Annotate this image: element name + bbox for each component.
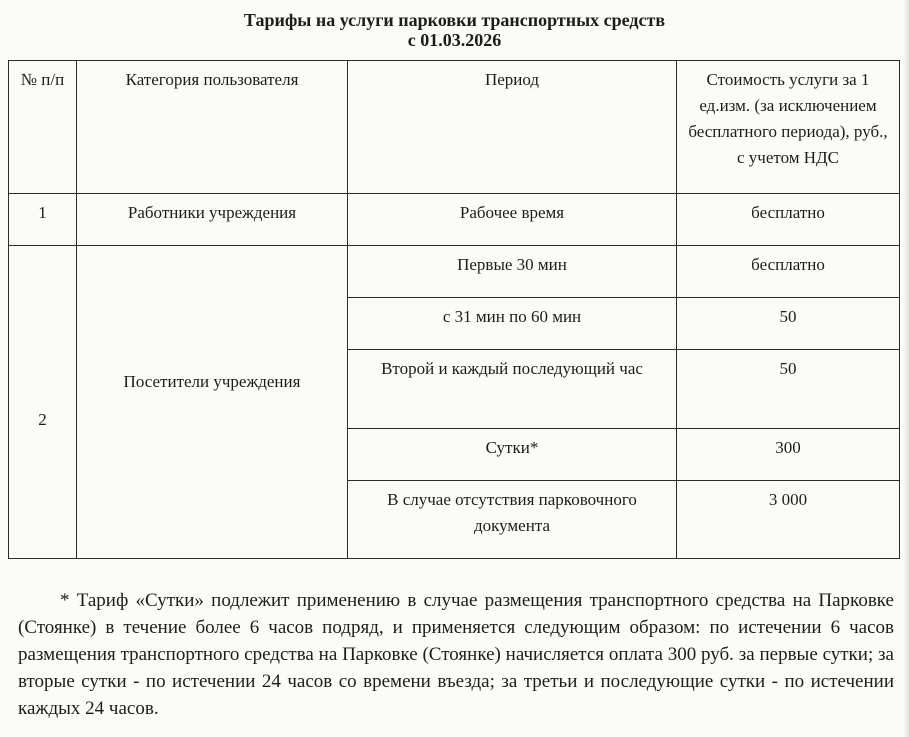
- row2-period-4: Сутки*: [348, 429, 677, 481]
- row1-cost: бесплатно: [677, 194, 900, 246]
- document-title: [0, 10, 909, 50]
- row1-num: 1: [9, 194, 77, 246]
- row2-cost-1: бесплатно: [677, 246, 900, 298]
- header-cost: Стоимость услуги за 1 ед.изм. (за исключением бесплатного периода), руб., с учетом НДС: [677, 61, 900, 194]
- row2-period-1: Первые 30 мин: [348, 246, 677, 298]
- row2-cost-3: 50: [677, 350, 900, 429]
- row2-period-5: В случае отсутствия парковочного документа: [348, 481, 677, 559]
- row2-cost-4: 300: [677, 429, 900, 481]
- table-row: [9, 246, 900, 298]
- header-category: Категория пользователя: [77, 61, 348, 194]
- title-line-2: с 01.03.2026: [407, 30, 502, 50]
- header-period: Период: [348, 61, 677, 194]
- title-line-1: Тарифы на услуги парковки транспортных средств: [243, 10, 666, 30]
- tariff-table: [8, 60, 900, 559]
- page-edge: [903, 0, 909, 737]
- row2-cost-5: 3 000: [677, 481, 900, 559]
- row1-period: Рабочее время: [348, 194, 677, 246]
- row1-category: Работники учреждения: [77, 194, 348, 246]
- row2-period-3: Второй и каждый последующий час: [348, 350, 677, 429]
- row2-num: 2: [9, 246, 77, 559]
- row2-category: Посетители учреждения: [77, 246, 348, 559]
- row2-cost-2: 50: [677, 298, 900, 350]
- row2-period-2: с 31 мин по 60 мин: [348, 298, 677, 350]
- header-num: № п/п: [9, 61, 77, 194]
- table-header-row: [9, 61, 900, 194]
- footnote: * Тариф «Сутки» подлежит применению в случае размещения транспортного средства на Парковке (Стоянке) в течение более 6 часов подряд, и применяется следующим образом: по истечении 6 часов размещения транспортного средства на Парковке (Стоянке) начисляется оплата 300 руб. за первые сутки; за вторые сутки - по истечении 24 часов со времени въезда; за третьи и последующие сутки - по истечении каждых 24 часов.: [18, 590, 894, 719]
- table-row: [9, 194, 900, 246]
